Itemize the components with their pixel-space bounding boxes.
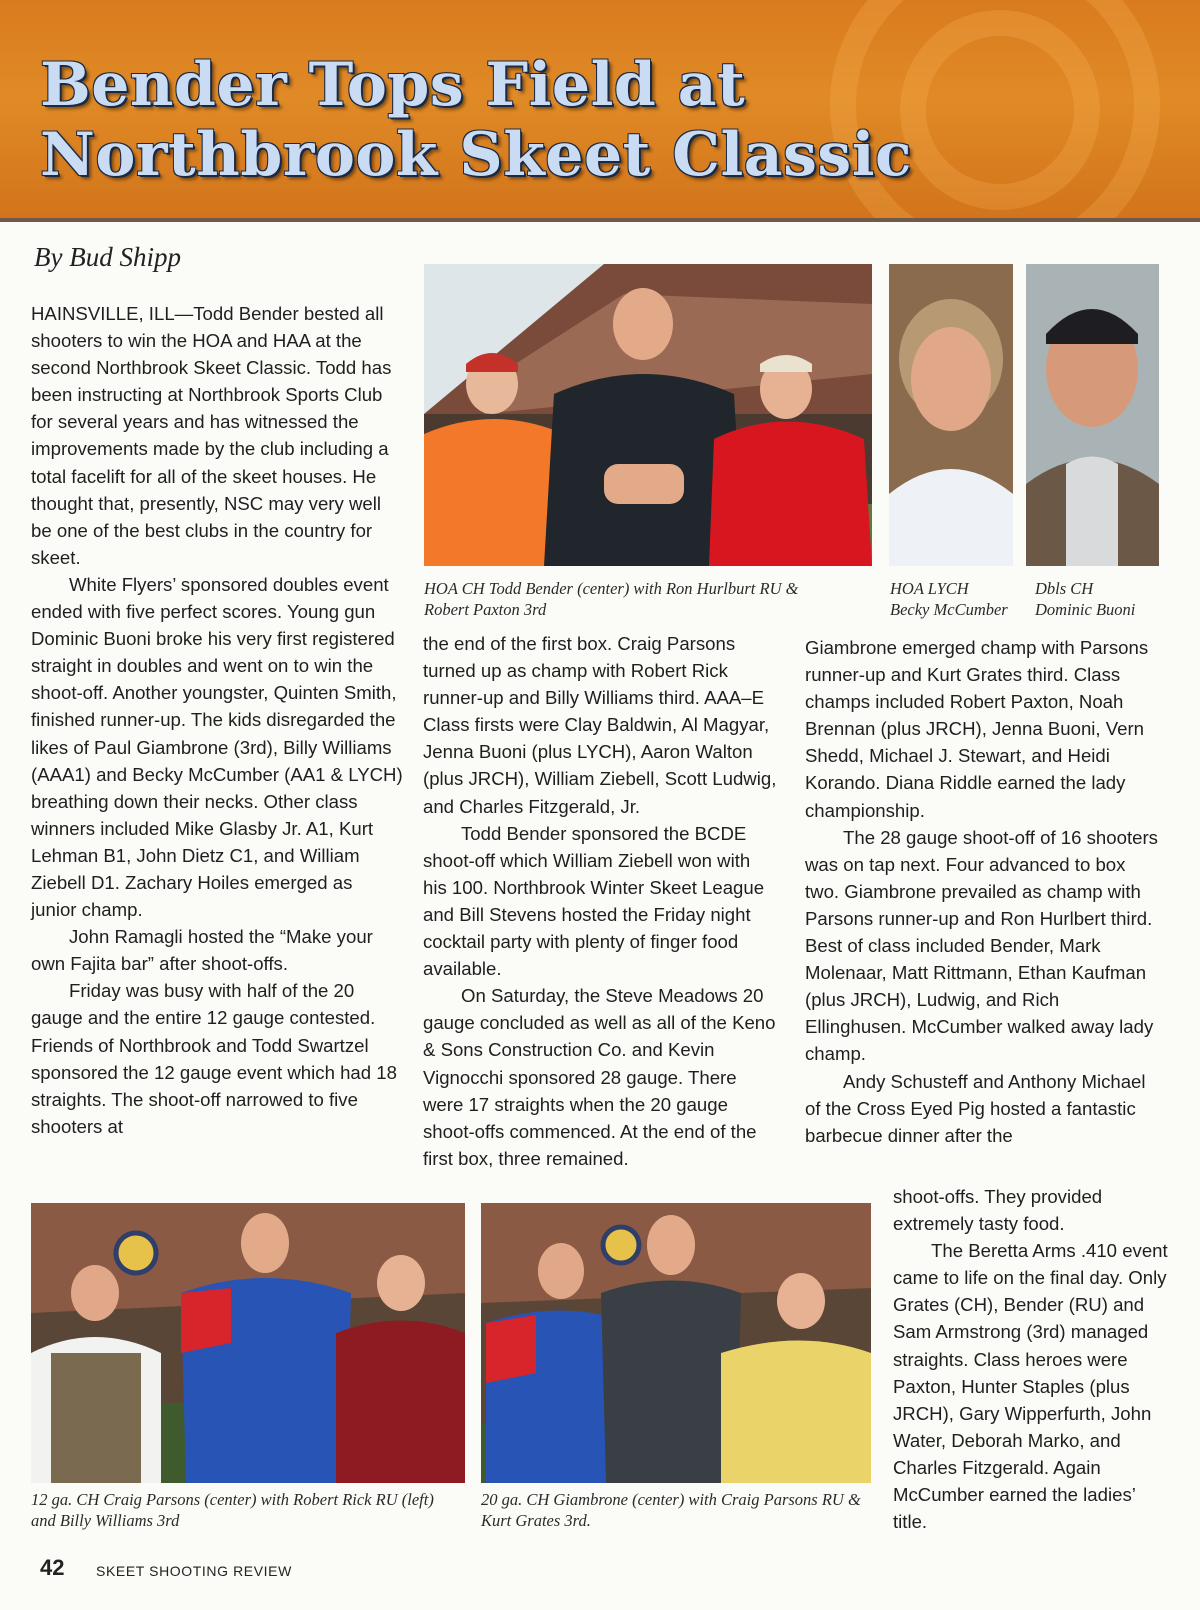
caption-20-gauge: 20 ga. CH Giambrone (center) with Craig Parsons RU & Kurt Grates 3rd. (481, 1490, 861, 1530)
article-title (40, 50, 940, 190)
article-paragraph: Todd Bender sponsored the BCDE shoot-off which William Ziebell won with his 100. Northbrook Winter Skeet League and Bill Stevens hosted the Friday night cocktail party with plenty of finger food available. (423, 822, 765, 980)
byline: By Bud Shipp (34, 242, 181, 272)
title-banner (0, 0, 1200, 222)
article-paragraph: HAINSVILLE, ILL—Todd Bender bested all shooters to win the HOA and HAA at the second Northbrook Skeet Classic. Todd has been instructing at Northbrook Sports Club for several years and has witnessed the improvements made by the club including a total facelift for all of the skeet houses. He thought that, presently, NSC may very well be one of the best clubs in the country for skeet. (31, 303, 392, 568)
caption-dbls (1035, 578, 1170, 620)
photo-20-gauge-winners (481, 1203, 871, 1483)
article-paragraph: The Beretta Arms .410 event came to life on the final day. Only Grates (CH), Bender (RU) and Sam Armstrong (3rd) managed straights. Class heroes were Paxton, Hunter Staples (plus JRCH), Gary Wipperfurth, John Water, Deborah Marko, and Charles Fitzgerald. Again McCumber earned the ladies’ title. (893, 1240, 1168, 1533)
photo-hoa-champions (424, 264, 872, 566)
article-paragraph: Giambrone emerged champ with Parsons runner-up and Kurt Grates third. Class champs included Robert Paxton, Noah Brennan (plus JRCH), Jenna Buoni, Vern Shedd, Michael J. Stewart, and Heidi Korando. Diana Riddle earned the lady championship. (805, 637, 1149, 821)
article-paragraph: shoot-offs. They provided extremely tasty food. (893, 1186, 1103, 1235)
article-paragraph: Andy Schusteff and Anthony Michael of the Cross Eyed Pig hosted a fantastic barbecue dinner after the (805, 1070, 1146, 1146)
article-column-3-continued (893, 1183, 1173, 1535)
photo-dominic-buoni (1026, 264, 1159, 566)
article-column-1 (31, 300, 403, 1140)
article-paragraph: John Ramagli hosted the “Make your own Fajita bar” after shoot-offs. (31, 926, 373, 975)
caption-hoa-photo: HOA CH Todd Bender (center) with Ron Hurlburt RU & Robert Paxton 3rd (424, 579, 799, 619)
caption-lych-name: Becky McCumber (890, 600, 1008, 619)
caption-lych (890, 578, 1025, 620)
article-title-line-2: Northbrook Skeet Classic (40, 120, 913, 190)
article-paragraph: The 28 gauge shoot-off of 16 shooters was on tap next. Four advanced to box two. Giambrone prevailed as champ with Parsons runner-up and Ron Hurlbert third. Best of class included Bender, Mark Molenaar, Matt Rittmann, Ethan Kaufman (plus JRCH), Ludwig, and Rich Ellinghusen. McCumber walked away lady champ. (805, 826, 1158, 1065)
article-paragraph: On Saturday, the Steve Meadows 20 gauge concluded as well as all of the Keno & Sons Construction Co. and Kevin Vignocchi sponsored 28 gauge. There were 17 straights when the 20 gauge shoot-offs commenced. At the end of the first box, three remained. (423, 985, 776, 1169)
photo-becky-mccumber (889, 264, 1013, 566)
article-paragraph: White Flyers’ sponsored doubles event ended with five perfect scores. Young gun Dominic Buoni broke his very first registered straight in doubles and went on to win the shoot-off. Another youngster, Quinten Smith, finished runner-up. The kids disregarded the likes of Paul Giambrone (3rd), Billy Williams (AAA1) and Becky McCumber (AA1 & LYCH) breathing down their necks. Other class winners included Mike Glasby Jr. A1, Kurt Lehman B1, John Dietz C1, and William Ziebell D1. Zachary Hoiles emerged as junior champ. (31, 573, 403, 921)
article-column-3 (805, 634, 1163, 1149)
page-number: 42 (40, 1555, 65, 1580)
article-title-line-1: Bender Tops Field at (40, 50, 746, 120)
caption-lych-title: HOA LYCH (890, 579, 969, 598)
caption-12-gauge: 12 ga. CH Craig Parsons (center) with Robert Rick RU (left) and Billy Williams 3rd (31, 1490, 434, 1530)
article-column-2 (423, 630, 779, 1172)
caption-dbls-title: Dbls CH (1035, 579, 1094, 598)
publication-name: SKEET SHOOTING REVIEW (96, 1563, 292, 1579)
article-paragraph: Friday was busy with half of the 20 gauge and the entire 12 gauge contested. Friends of Northbrook and Todd Swartzel sponsored the 12 gauge event which had 18 straights. The shoot-off narrowed to five shooters at (31, 980, 397, 1137)
caption-dbls-name: Dominic Buoni (1035, 600, 1136, 619)
article-paragraph: the end of the first box. Craig Parsons turned up as champ with Robert Rick runner-up and Billy Williams third. AAA–E Class firsts were Clay Baldwin, Al Magyar, Jenna Buoni (plus LYCH), Aaron Walton (plus JRCH), William Ziebell, Scott Ludwig, and Charles Fitzgerald, Jr. (423, 633, 777, 817)
photo-12-gauge-winners (31, 1203, 465, 1483)
